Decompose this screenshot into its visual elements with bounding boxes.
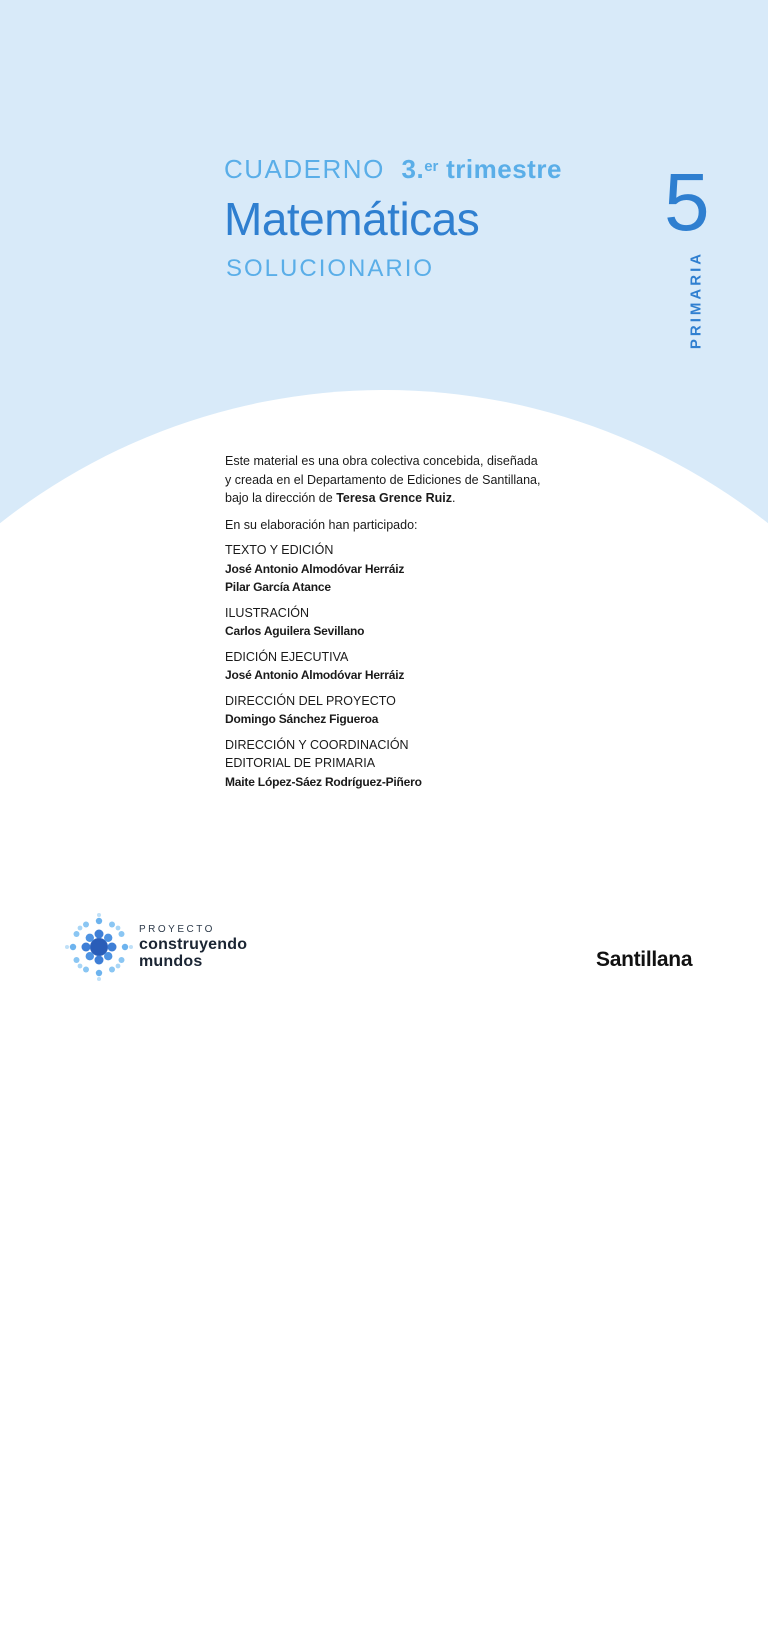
credit-person: Maite López-Sáez Rodríguez-Piñero xyxy=(225,774,422,789)
term-word: trimestre xyxy=(446,154,562,184)
credit-section xyxy=(225,648,545,685)
intro-director: Teresa Grence Ruiz xyxy=(336,491,452,505)
project-logo xyxy=(64,912,324,986)
credit-section xyxy=(225,604,545,641)
credit-person: José Antonio Almodóvar Herráiz xyxy=(225,561,405,576)
credit-person: Pilar García Atance xyxy=(225,580,331,594)
credits-block xyxy=(225,452,545,791)
term-suffix: er xyxy=(424,158,439,175)
publisher-logo: Santillana xyxy=(596,948,693,971)
grade-number: 5 xyxy=(664,157,710,248)
credit-role: EDICIÓN EJECUTIVA xyxy=(225,649,349,664)
logo-text xyxy=(139,924,247,970)
term-number: 3. xyxy=(401,154,425,184)
credit-person: Domingo Sánchez Figueroa xyxy=(225,712,379,726)
series-word: CUADERNO xyxy=(224,154,385,184)
credit-role: ILUSTRACIÓN xyxy=(225,605,310,620)
intro-period: . xyxy=(451,491,456,505)
term-label xyxy=(402,154,562,184)
logo-line-2: mundos xyxy=(139,953,203,970)
dots-logo-icon xyxy=(64,912,134,982)
credits-intro xyxy=(225,452,545,508)
credit-person: Carlos Aguilera Sevillano xyxy=(225,624,365,638)
credit-section xyxy=(225,736,545,792)
credit-section xyxy=(225,692,545,729)
credit-section xyxy=(225,541,545,597)
intro-text: Este material es una obra colectiva concebida, diseñada y creada en el Departamento de Ediciones de Santillana, bajo la dirección de xyxy=(225,454,541,505)
credit-person: José Antonio Almodóvar Herráiz xyxy=(225,668,405,682)
credit-role: DIRECCIÓN DEL PROYECTO xyxy=(225,693,396,708)
credit-role: TEXTO Y EDICIÓN xyxy=(225,543,334,557)
cover-series-line xyxy=(224,152,562,186)
subject-title: Matemáticas xyxy=(224,193,480,245)
title-block xyxy=(224,152,562,284)
level-label: PRIMARIA xyxy=(687,250,705,350)
logo-small-text: PROYECTO xyxy=(139,924,215,935)
participated-label: En su elaboración han participado: xyxy=(225,517,418,532)
credit-role: DIRECCIÓN Y COORDINACIÓN xyxy=(225,737,409,752)
logo-line-1: construyendo xyxy=(139,936,248,953)
edition-label: SOLUCIONARIO xyxy=(226,255,435,282)
credit-role: EDITORIAL DE PRIMARIA xyxy=(225,756,376,770)
